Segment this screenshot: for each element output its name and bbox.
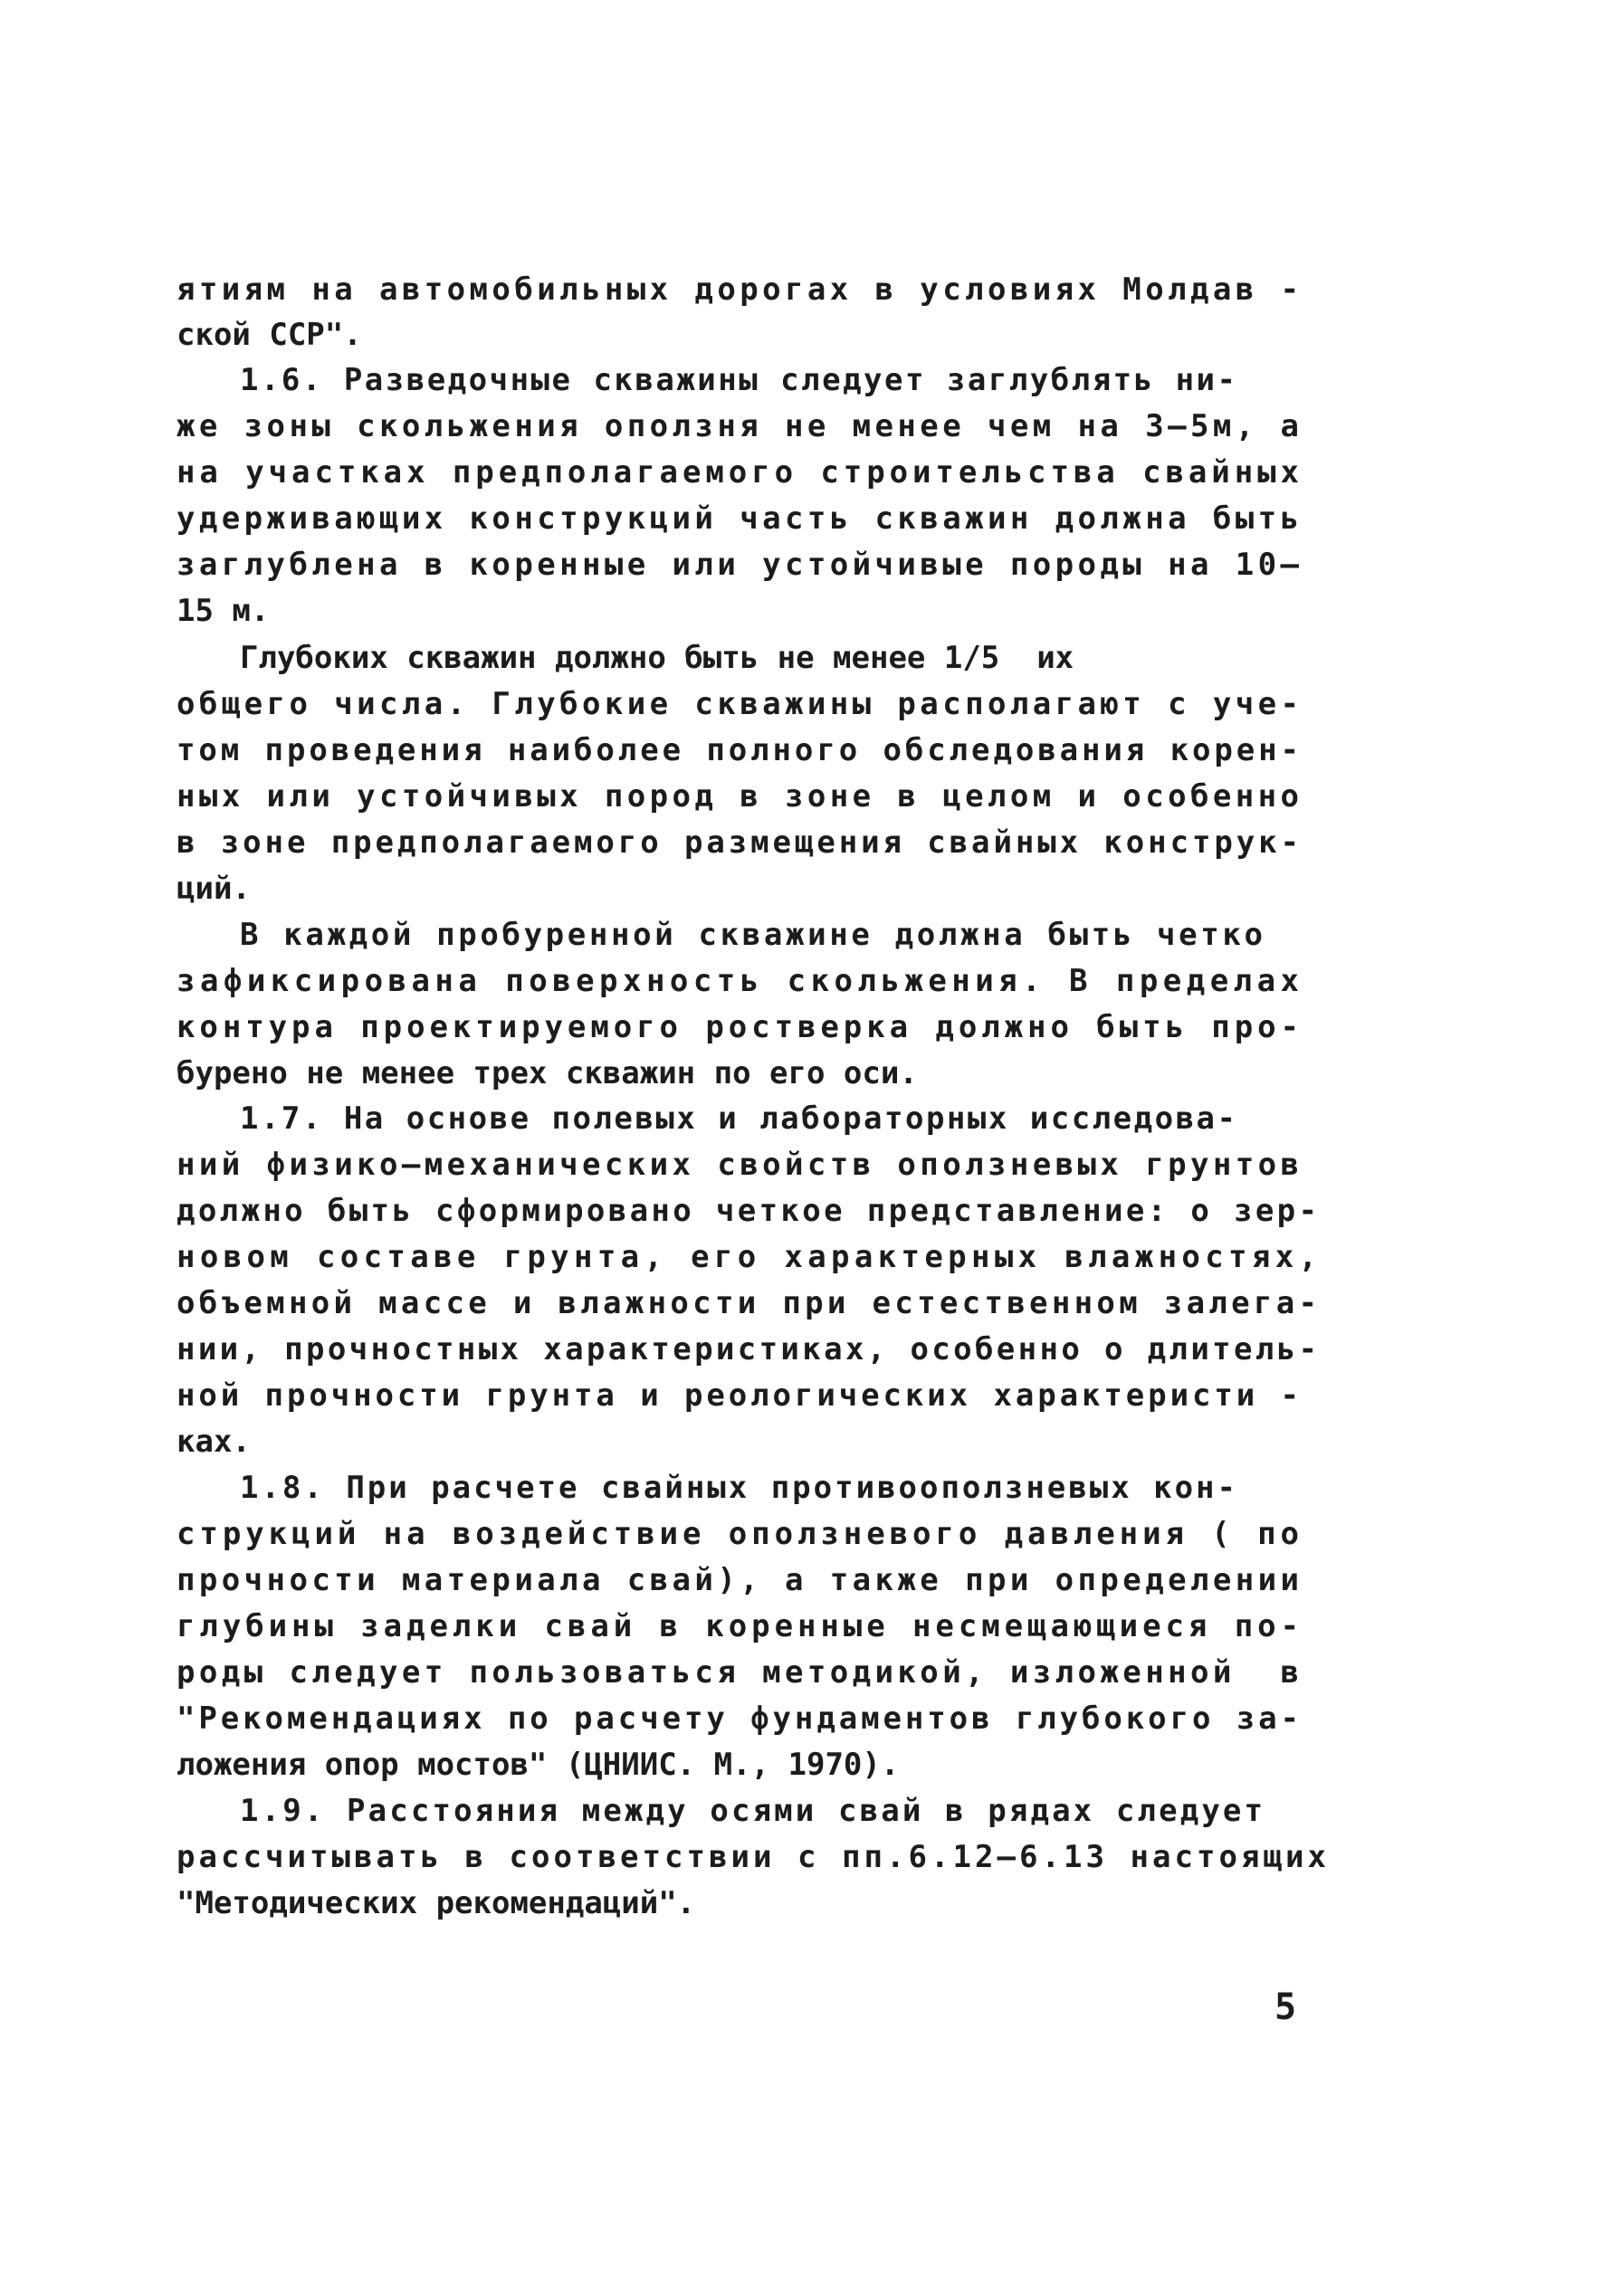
text-line: ложения опор мостов" (ЦНИИС. М., 1970).	[177, 1747, 900, 1783]
text-line: струкций на воздействие оползневого давления ( по	[177, 1516, 1303, 1552]
text-line: на участках предполагаемого строительства свайных	[177, 454, 1303, 491]
text-line: контура проектируемого ростверка должно быть про-	[177, 1009, 1303, 1045]
text-line: ных или устойчивых пород в зоне в целом и особенно	[177, 778, 1303, 815]
text-line: 1.6. Разведочные скважины следует заглублять ни-	[240, 362, 1238, 398]
text-line: "Методических рекомендаций".	[177, 1885, 696, 1921]
text-line: ний физико–механических свойств оползневых грунтов	[177, 1147, 1303, 1183]
text-line: ятиям на автомобильных дорогах в условиях Молдав -	[177, 272, 1303, 308]
text-line: 1.7. На основе полевых и лабораторных исследова-	[240, 1100, 1238, 1137]
text-line: объемной массе и влажности при естественном залега-	[177, 1285, 1322, 1321]
text-line: новом составе грунта, его характерных влажностях,	[177, 1239, 1322, 1275]
text-line: глубины заделки свай в коренные несмещающиеся по-	[177, 1608, 1303, 1644]
text-line: нии, прочностных характеристиках, особенно о длитель-	[177, 1331, 1321, 1367]
text-line: том проведения наиболее полного обследования корен-	[177, 732, 1303, 768]
text-line: должно быть сформировано четкое представление: о зер-	[177, 1193, 1321, 1229]
text-line: 1.9. Расстояния между осями свай в рядах следует	[240, 1793, 1266, 1829]
page-number: 5	[1275, 1986, 1297, 2028]
text-line: В каждой пробуренной скважине должна быть четко	[240, 917, 1266, 953]
text-line: ской ССР".	[177, 317, 362, 353]
text-line: в зоне предполагаемого размещения свайных конструк-	[177, 824, 1303, 861]
text-line: ках.	[177, 1424, 251, 1460]
text-line: "Рекомендациях по расчету фундаментов глубокого за-	[177, 1701, 1303, 1737]
text-line: прочности материала свай), а также при определении	[177, 1562, 1303, 1598]
text-line: зафиксирована поверхность скольжения. В пределах	[177, 963, 1304, 999]
text-line: общего числа. Глубокие скважины располагают с уче-	[177, 686, 1303, 722]
text-line: ций.	[177, 871, 251, 907]
text-line: 15 м.	[177, 593, 270, 629]
text-line: роды следует пользоваться методикой, изложенной в	[177, 1654, 1303, 1691]
text-line: бурено не менее трех скважин по его оси.	[177, 1055, 918, 1091]
text-line: ной прочности грунта и реологических характеристи -	[177, 1377, 1303, 1414]
text-line: рассчитывать в соответствии с пп.6.12–6.13 настоящих	[177, 1839, 1331, 1875]
text-line: же зоны скольжения оползня не менее чем на 3–5м, а	[177, 408, 1303, 444]
text-line: удерживающих конструкций часть скважин должна быть	[177, 500, 1303, 537]
text-line: заглублена в коренные или устойчивые породы на 10–	[177, 547, 1303, 583]
text-line: 1.8. При расчете свайных противооползневых кон-	[240, 1470, 1238, 1506]
text-line: Глубоких скважин должно быть не менее 1/5 их	[240, 640, 1074, 676]
